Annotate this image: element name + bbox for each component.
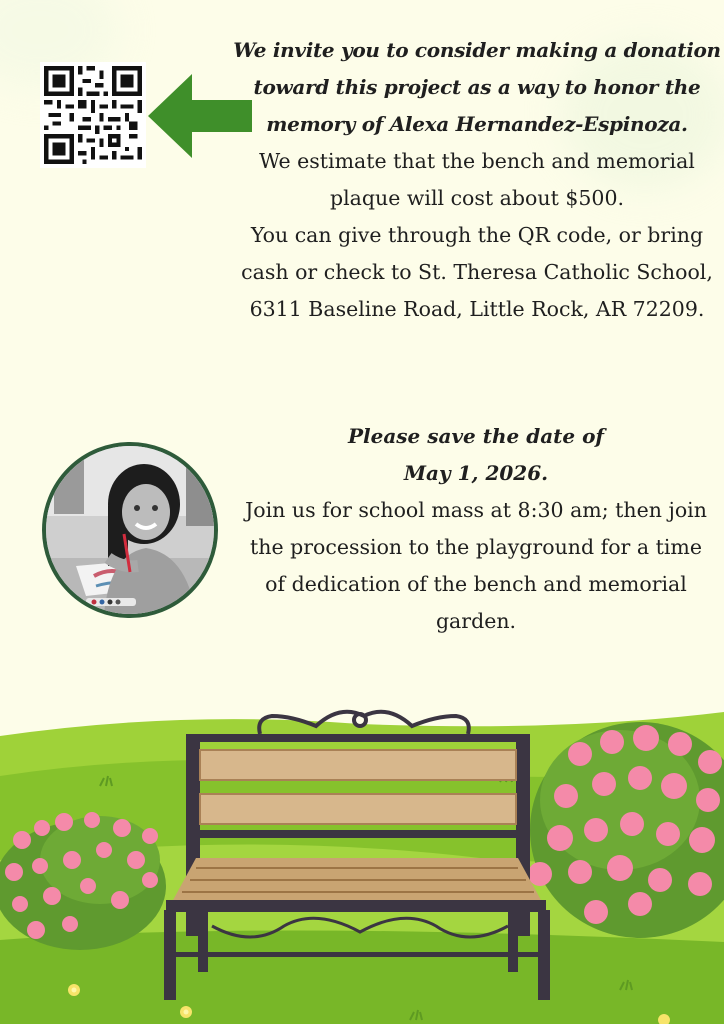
estimate-text xyxy=(232,143,722,217)
invite-line: toward this project as a way to honor the xyxy=(253,75,701,99)
save-the-date xyxy=(228,418,724,492)
event-detail-line: Join us for school mass at 8:30 am; then join xyxy=(245,498,707,522)
event-detail-line: of dedication of the bench and memorial xyxy=(265,572,687,596)
estimate-line: We estimate that the bench and memorial xyxy=(259,149,695,173)
event-text-block xyxy=(228,418,724,640)
garden-bench-illustration xyxy=(0,690,724,1024)
giving-line: 6311 Baseline Road, Little Rock, AR 72209. xyxy=(249,297,705,321)
donation-qr-code[interactable] xyxy=(40,62,146,168)
invite-line: memory of Alexa Hernandez-Espinoza. xyxy=(266,112,688,136)
event-detail-line: garden. xyxy=(435,609,517,633)
giving-text xyxy=(232,217,722,328)
student-photo xyxy=(42,442,218,618)
invitation-text xyxy=(232,32,722,143)
save-date-line: Please save the date of xyxy=(347,424,605,448)
estimate-line: plaque will cost about $500. xyxy=(329,186,625,210)
left-flower-bush xyxy=(0,812,166,950)
invite-line: We invite you to consider making a donation xyxy=(233,38,721,62)
event-date: May 1, 2026. xyxy=(403,461,549,485)
event-details xyxy=(228,492,724,640)
donation-text-block xyxy=(232,32,722,328)
event-detail-line: the procession to the playground for a time xyxy=(250,535,702,559)
giving-line: You can give through the QR code, or bring xyxy=(250,223,704,247)
giving-line: cash or check to St. Theresa Catholic School, xyxy=(241,260,713,284)
